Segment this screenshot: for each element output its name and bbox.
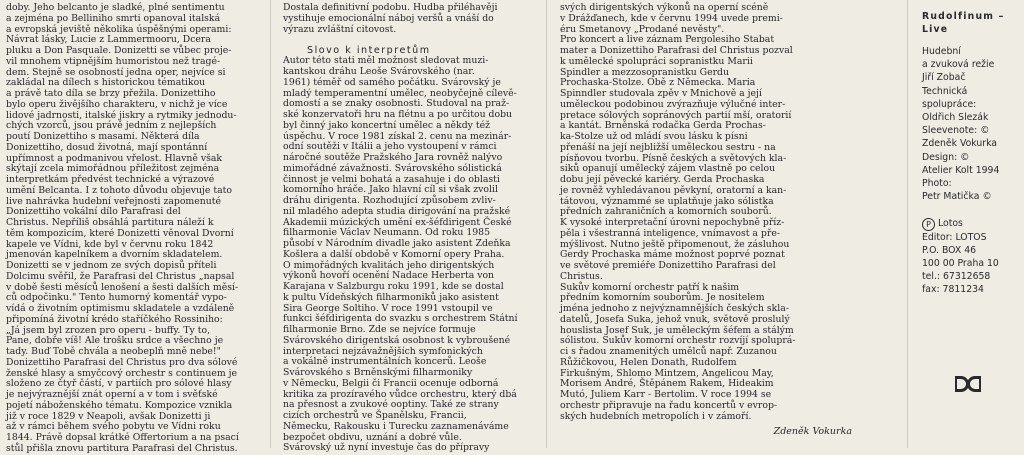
text-line: vídá o životním optimismu skladatele a vzdáleně <box>6 303 235 314</box>
text-line: Sukův komorní orchestr patří k našim <box>560 281 740 293</box>
text-line: Prochaska-Stolze. Obě z Německa. Maria <box>560 77 756 89</box>
text-line: skýtají zcela mimořádnou příležitost zejména <box>6 163 220 175</box>
text-line: bezpočet obdivu, uznání a dobré vůle. <box>283 431 462 443</box>
credit-line: Zdeněk Vokurka <box>922 138 997 150</box>
text-line: Akademii múzických umění ex-šéfdirigent České <box>283 216 512 228</box>
text-line: Spindler a mezzosopranistku Gerdu <box>560 66 729 78</box>
text-line: v době šesti měsíců lenošení a šesti dalších měsí- <box>6 281 239 293</box>
text-line: bylo operu živějšího charakteru, v nichž je více <box>6 98 228 110</box>
text-line: K vysoké interpretační úrovni nepochybně příz- <box>560 217 785 228</box>
text-line: jména jednoho z nejvýznamnějších českých skla- <box>560 303 789 314</box>
credit-line: Hudební <box>922 46 961 57</box>
text-line: houslista Josef Suk, je uměleckým šéfem a stálým <box>560 324 794 336</box>
text-line: výrazu zvláštní citovost. <box>283 23 397 35</box>
text-line: kantskou dráhu Leoše Svárovského (nar. <box>283 66 475 77</box>
text-line: chých vzorců, jsou právě jedním z nejlepších <box>6 120 217 132</box>
paragraph-soloists <box>560 3 852 422</box>
text-line: odní soutěži v Itálii a jeho vystoupení v rámci <box>283 141 497 153</box>
text-line: nil mladého adepta studia dirigování na pražské <box>283 205 511 217</box>
credit-line: Technická <box>922 85 968 97</box>
text-line: ských hudebních metropolích i v zámoří. <box>560 410 752 422</box>
label-name: Lotos <box>938 218 963 230</box>
text-line: Autor této stati měl možnost sledovat muzi- <box>283 55 489 67</box>
album-subtitle: Live <box>922 24 949 35</box>
text-line: ka-Stolze už od mládí svou lásku k písni <box>560 131 748 142</box>
text-line: interpretaci nejzávažnějších symfonických <box>283 345 483 357</box>
phonogram-icon: P <box>922 218 935 231</box>
text-line: svých dirigentských výkonů na operní scéně <box>560 2 769 13</box>
text-line: ců odpočinku." Tento humorný komentář vypo- <box>6 292 227 304</box>
text-line: Sira George Soltiho. V roce 1991 vstoupil ve <box>283 302 493 314</box>
text-line: lidové jadrnosti, italské jiskry a rytmiky jednodu- <box>6 109 237 121</box>
text-line: Košlera a další obdobě v Komorní opery Praha. <box>283 248 505 260</box>
text-line: Návrat lásky, Lucie z Lammermooru, Dcera <box>6 34 211 46</box>
fold-line-2 <box>546 0 547 448</box>
text-column-1 <box>6 0 264 454</box>
text-line: těm kompozicím, které Donizetti věnoval Dvorní <box>6 227 234 239</box>
text-line: ci s řadou znamenitých umělců např. Zuzanou <box>560 346 777 357</box>
credit-list <box>922 45 1022 203</box>
text-line: interpretkám předvést technické a výrazové <box>6 174 215 185</box>
text-line: „Já jsem byl zrozen pro operu - buffy. Ty to, <box>6 324 211 336</box>
text-line: uměleckou podobinou zvýrazňuje výlučné inter- <box>560 98 786 110</box>
text-line: pěla i všestranná inteligence, vnímavost a pře- <box>560 227 780 239</box>
text-line: mater a Donizettiho Parafrasi del Christus pozval <box>560 45 793 56</box>
text-line: v Drážďanech, kde v červnu 1994 uvede premi- <box>560 12 783 24</box>
text-line: v Německu, Belgii či Francii ocenuje odborná <box>283 377 499 389</box>
text-line: sólistou. Sukův komorní orchestr rozvíjí spoluprá- <box>560 335 796 347</box>
text-line: Donizettiho vokální dílo Parafrasi del <box>6 206 181 218</box>
text-line: Christus. Nepříliš obsáhlá partitura náleží k <box>6 217 214 228</box>
text-line: ve světové premiéře Donizettiho Parafrasi del <box>560 260 776 271</box>
text-line: vil mnohem vtipnějším humoristou než tragé- <box>6 55 221 67</box>
text-line: náročné soutěže Pražského Jara rovněž nalývo <box>283 152 503 163</box>
contact-list <box>922 231 1022 297</box>
text-line: na přesnost a zvukové ooptiny. Také ze strany <box>283 399 499 411</box>
fold-line-1 <box>270 0 271 448</box>
text-line: siků opanují umělecký zájem vlastně po celou <box>560 163 776 175</box>
text-line: Pro koncert a live záznam Pergolesiho Stabat <box>560 34 775 46</box>
text-line: připomíná životní krédo staříčkého Rossiniho: <box>6 313 223 325</box>
text-line: poutí Donizettiho s masami. Některá díla <box>6 131 200 142</box>
credit-line: spolupráce: <box>922 98 977 110</box>
text-line: a vokálně instrumentálních koncerů. Leoše <box>283 356 487 368</box>
text-line: filharmonie Václav Neumann. Od roku 1985 <box>283 227 490 239</box>
text-line: tady. Buď Tobě chvála a neobeplň mně nebe!" <box>6 346 221 357</box>
text-column-3 <box>560 0 900 448</box>
text-line: předním komorním souborům. Je nositelem <box>560 292 765 304</box>
text-line: datelů, Josefa Suka, jehož vnuk, světově proslulý <box>560 313 790 325</box>
contact-line: P.O. BOX 46 <box>922 244 977 256</box>
text-line: Donizettiho Parafrasi del Christus pro dva sólové <box>6 356 238 368</box>
text-line: Pane, dobře víš! Ale trošku srdce a všechno je <box>6 335 224 347</box>
text-line: k umělecké spolupráci sopranistku Marii <box>560 55 753 67</box>
text-line: zakládal na dílech s historickou tématikou <box>6 77 206 89</box>
credit-line: Photo: <box>922 178 952 190</box>
text-line: Firkušným, Shlomo Mintzem, Angelicou May, <box>560 367 774 379</box>
text-line: a zejména po Belliniho smrti opanoval italská <box>6 12 221 24</box>
text-line: je rovněž vyhledávanou pěvkyní, oratorní a kan- <box>560 184 787 196</box>
text-line: Svárovského dirigentská osobnost k vybroušené <box>283 334 511 346</box>
credit-line: Atelier Kolt 1994 <box>922 164 1000 176</box>
contact-line: Editor: LOTOS <box>922 231 987 243</box>
text-line: pretace sólových sopránových partií mší, oratorií <box>560 109 792 121</box>
signature: Zdeněk Vokurka <box>773 426 852 438</box>
text-line: ské konzervatoři hru na flétnu a po určitou dobu <box>283 109 513 120</box>
text-line: Dolcimu svěřil, že Parafrasi del Christus „napsal <box>6 270 235 282</box>
text-line: Donizettiho, dosud životná, mají spontánní <box>6 141 208 153</box>
text-line: mýšlivost. Nutno ještě připomenout, že zásluhou <box>560 238 790 250</box>
text-line: Svárovského s Brněnskými filharmoniky <box>283 367 473 378</box>
contact-line: 100 00 Praha 10 <box>922 258 999 270</box>
paragraph-intro <box>283 3 539 35</box>
text-line: umění Belcanta. I z tohoto důvodu objevuje tato <box>6 184 232 196</box>
text-line: komorního hráče. Jako hlavní cíl si však zvolil <box>283 184 498 196</box>
text-line: byl činný jako koncertní umělec a někdy též <box>283 119 490 131</box>
text-line: složeno ze čtyř částí, v partiích pro sólové hlasy <box>6 378 232 390</box>
credit-line: Sleevenote: © <box>922 125 990 137</box>
text-line: a právě tato díla se brzy přežila. Donizettiho <box>6 88 216 99</box>
text-line: dem. Stejně se osobností jedna oper, nejvíce si <box>6 66 226 78</box>
text-line: písňovou tvorbu. Písně českých a světových kla- <box>560 152 787 164</box>
text-line: upřímnost a podmanivou vřelost. Hlavně však <box>6 152 223 164</box>
text-line: 1844. Právě dopsal krátké Offertorium a na psací <box>6 432 239 443</box>
label-line <box>922 217 1022 230</box>
text-line: je nejvýraznější znát operní a v tom i svěťské <box>6 389 218 400</box>
text-line: éru Smetanovy „Prodané nevěsty". <box>560 23 725 35</box>
text-line: dobu její pěvecké kariéry. Gerda Prochaska <box>560 174 765 185</box>
text-line: Morisem André, Štěpánem Rakem, Hideakim <box>560 378 774 390</box>
text-line: live nahrávka hudební veřejnosti zapomenuté <box>6 195 221 207</box>
text-line: Gerdy Prochaska máme možnost poprvé poznat <box>560 249 785 261</box>
text-line: dráhu dirigenta. Rozhodující způsobem zvliv- <box>283 195 496 206</box>
credit-line: a zvuková režie <box>922 59 995 71</box>
text-column-2 <box>283 0 539 454</box>
text-line: filharmonie Brno. Zde se nejvíce formuje <box>283 324 476 335</box>
text-line: stůl přišla znovu partitura Parafrasi del Christus. <box>6 442 238 454</box>
text-line: působí v Národním divadle jako asistent Zdeňka <box>283 238 511 249</box>
text-line: orchestr připravuje na řadu koncertů v evrop- <box>560 399 778 411</box>
text-line: domostí a se znaky osobnosti. Studoval na praž- <box>283 98 510 110</box>
text-line: až v rámci během svého pobytu ve Vídni roku <box>6 421 221 433</box>
text-line: kapele ve Vídni, kde byl v červnu roku 1842 <box>6 238 214 250</box>
text-line: již v roce 1829 v Neapoli, avšak Donizetti ji <box>6 410 211 422</box>
text-line: funkci šéfdirigenta do svazku s orchestrem Státní <box>283 313 518 325</box>
credit-line: Design: © <box>922 151 970 163</box>
text-line: O mimořádných kvalitách jeho dirigentských <box>283 259 495 271</box>
text-line: Německu, Rakousku i Turecku zaznamenáváme <box>283 420 509 432</box>
paragraph-performers <box>283 56 539 454</box>
credit-line: Jiří Zobač <box>922 72 966 84</box>
text-line: Mutó, Juliem Karr - Bertolim. V roce 1994 se <box>560 389 772 400</box>
contact-line: fax: 7811234 <box>922 284 984 296</box>
text-line: předních zahraničních a komorních souborů. <box>560 206 772 218</box>
text-line: Christus. <box>560 270 603 282</box>
text-line: Spinndler studovala zpěv v Mnichově a její <box>560 88 762 99</box>
credit-line: Petr Matička © <box>922 191 992 203</box>
album-title: Rudolfinum – <box>922 11 1005 22</box>
text-line: Dostala definitivní podobu. Hudba přiléhavěji <box>283 2 498 13</box>
text-line: ženské hlasy a smyčcový orchestr s continuem je <box>6 367 238 379</box>
section-heading: Slovo k interpretům <box>307 45 431 57</box>
contact-line: tel.: 67312658 <box>922 271 991 283</box>
text-line: Donizetti se v jednom ze svých dopisů příteli <box>6 260 217 271</box>
text-line: vystihuje emocionální náboj veršů a vnáší do <box>283 12 494 24</box>
text-line: kritika za prozíravého vůdce orchestru, který dbá <box>283 388 517 400</box>
text-line: jmenován kapelníkem a dvorním skladatelem. <box>6 249 223 261</box>
text-line: cizích orchestrů ve Španělsku, Francii, <box>283 410 467 421</box>
text-line: pojetí náboženského tématu. Kompozice vznikla <box>6 399 233 411</box>
text-line: výkonů hovoří ocenění Nadace Herberta von <box>283 270 495 282</box>
text-line: mladý temperamentní umělec, neobyčejně cílevě- <box>283 87 517 99</box>
text-line: a evropská jeviště několika úspěšnými operami: <box>6 23 232 35</box>
fold-line-3 <box>907 0 908 448</box>
text-line: a kantát. Brněnská rodačka Gerda Prochas- <box>560 120 766 132</box>
text-line: Růžičkovou, Helen Donath, Rudolfem <box>560 356 737 368</box>
text-line: Karajana v Salzburgu roku 1991, kde se dostal <box>283 281 504 292</box>
text-line: přenáší na její nejbližší uměleckou sestru - na <box>560 141 776 153</box>
credit-line: Oldřich Slezák <box>922 112 989 124</box>
ddd-logo-icon <box>953 374 983 394</box>
text-line: pluku a Don Pasquale. Donizetti se vůbec proje- <box>6 45 232 56</box>
text-line: 1961) téměř od samého počátku. Svárovský je <box>283 76 501 88</box>
text-line: činnost je velmi bohatá a zasahuje i do oblasti <box>283 173 500 185</box>
text-line: mimořádné závažnosti. Svárovského sólistická <box>283 162 502 174</box>
text-line: doby. Jeho belcanto je sladké, plné sentimentu <box>6 2 225 13</box>
text-line: úspěchu. V roce 1981 získal 2. cenu na mezinár- <box>283 130 512 142</box>
text-line: tátovou, význammé se uplatňuje jako sólistka <box>560 195 774 207</box>
text-line: Svárovský už nyní investuje čas do přípravy <box>283 442 490 454</box>
text-line: k pultu Vídeňských filharmoniků jako asistent <box>283 291 499 303</box>
